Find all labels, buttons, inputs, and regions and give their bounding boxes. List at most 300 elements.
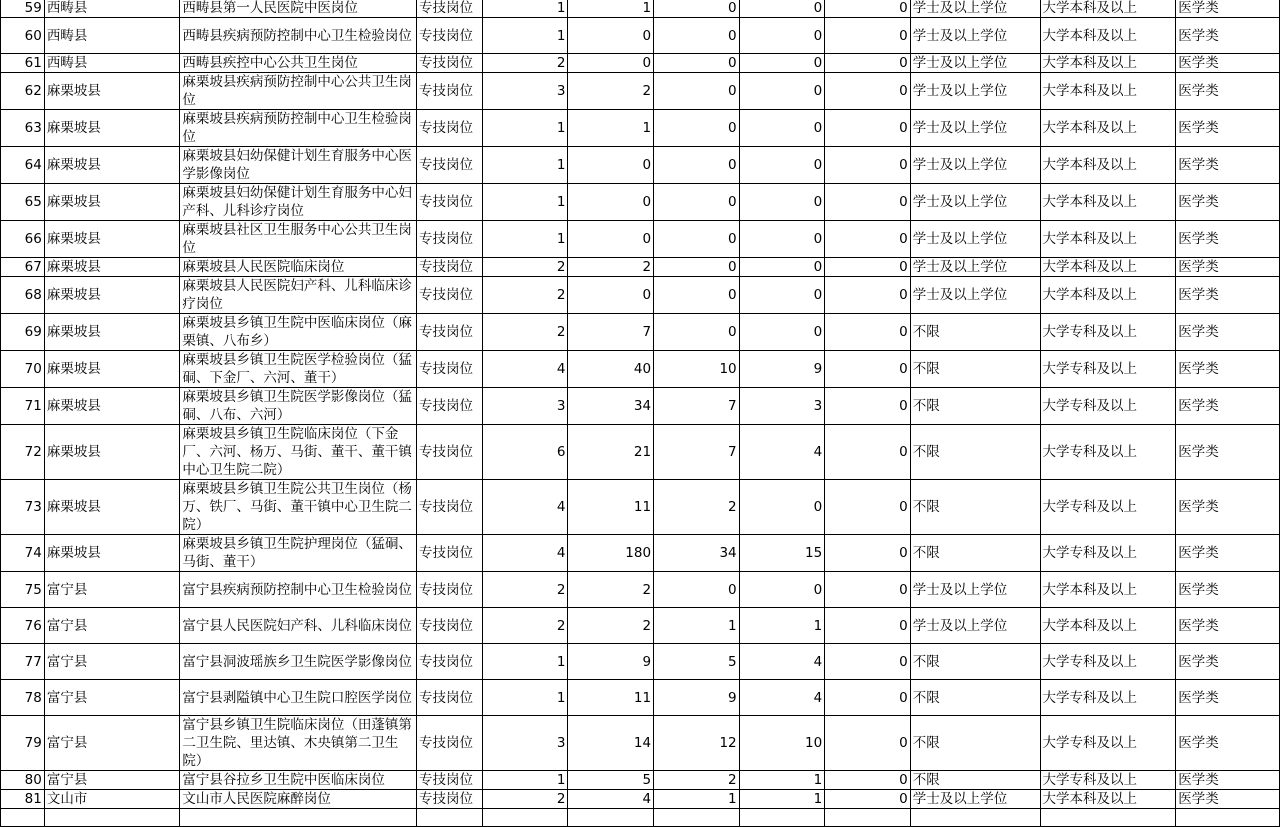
table-row [1,314,1280,351]
cell-major-category[interactable]: 医学类 [1176,0,1280,18]
cell-county[interactable]: 麻栗坡县 [44,221,179,258]
table-row [1,480,1280,535]
cell-major-category[interactable]: 医学类 [1176,258,1280,277]
cell-position-type[interactable]: 专技岗位 [416,110,482,147]
cell-count-e[interactable]: 0 [825,608,911,644]
cell-count-d[interactable]: 0 [739,54,825,73]
cell-count-e[interactable]: 0 [825,572,911,608]
cell-major-category[interactable]: 医学类 [1176,480,1280,535]
cell-hire-count[interactable]: 2 [482,790,568,809]
cell-position-type[interactable] [416,809,482,827]
cell-count-c[interactable]: 0 [654,54,740,73]
cell-count-d[interactable]: 1 [739,608,825,644]
cell-county[interactable] [44,809,179,827]
cell-hire-count[interactable]: 1 [482,221,568,258]
cell-position-name[interactable]: 麻栗坡县疾病预防控制中心卫生检验岗位 [180,110,417,147]
cell-row-number[interactable]: 81 [1,790,45,809]
cell-major-category[interactable]: 医学类 [1176,790,1280,809]
cell-count-e[interactable]: 0 [825,351,911,388]
cell-degree[interactable]: 不限 [910,771,1040,790]
cell-position-type[interactable]: 专技岗位 [416,572,482,608]
cell-major-category[interactable]: 医学类 [1176,54,1280,73]
cell-hire-count[interactable]: 1 [482,0,568,18]
cell-position-name[interactable]: 麻栗坡县乡镇卫生院公共卫生岗位（杨万、铁厂、马街、董干镇中心卫生院二院） [180,480,417,535]
cell-applicant-count[interactable]: 0 [568,18,654,54]
cell-position-name[interactable]: 富宁县乡镇卫生院临床岗位（田蓬镇第二卫生院、里达镇、木央镇第二卫生院） [180,716,417,771]
cell-applicant-count[interactable]: 1 [568,0,654,18]
cell-degree[interactable]: 学士及以上学位 [910,277,1040,314]
cell-position-type[interactable]: 专技岗位 [416,277,482,314]
cell-count-e[interactable]: 0 [825,73,911,110]
cell-hire-count[interactable]: 2 [482,54,568,73]
cell-count-d[interactable] [739,809,825,827]
cell-position-name[interactable]: 西畴县第一人民医院中医岗位 [180,0,417,18]
cell-hire-count[interactable]: 1 [482,18,568,54]
cell-position-name[interactable]: 富宁县人民医院妇产科、儿科临床岗位 [180,608,417,644]
cell-count-c[interactable]: 0 [654,73,740,110]
cell-count-c[interactable]: 0 [654,221,740,258]
cell-applicant-count[interactable]: 1 [568,110,654,147]
cell-count-c[interactable]: 2 [654,480,740,535]
cell-row-number[interactable]: 60 [1,18,45,54]
cell-county[interactable]: 麻栗坡县 [44,184,179,221]
cell-count-d[interactable]: 0 [739,314,825,351]
cell-count-c[interactable]: 0 [654,314,740,351]
cell-count-d[interactable]: 4 [739,644,825,680]
cell-major-category[interactable]: 医学类 [1176,18,1280,54]
cell-applicant-count[interactable]: 2 [568,572,654,608]
cell-hire-count[interactable]: 1 [482,110,568,147]
cell-degree[interactable] [910,809,1040,827]
cell-row-number[interactable]: 65 [1,184,45,221]
cell-count-d[interactable]: 0 [739,258,825,277]
cell-count-c[interactable] [654,809,740,827]
cell-row-number[interactable]: 70 [1,351,45,388]
cell-degree[interactable]: 不限 [910,716,1040,771]
cell-education[interactable]: 大学本科及以上 [1040,258,1176,277]
cell-county[interactable]: 富宁县 [44,644,179,680]
cell-count-c[interactable]: 0 [654,110,740,147]
cell-position-name[interactable]: 麻栗坡县社区卫生服务中心公共卫生岗位 [180,221,417,258]
cell-count-c[interactable]: 5 [654,644,740,680]
cell-row-number[interactable]: 76 [1,608,45,644]
cell-applicant-count[interactable]: 40 [568,351,654,388]
cell-count-c[interactable]: 7 [654,425,740,480]
cell-degree[interactable]: 学士及以上学位 [910,184,1040,221]
cell-education[interactable]: 大学本科及以上 [1040,0,1176,18]
cell-hire-count[interactable]: 1 [482,644,568,680]
cell-degree[interactable]: 学士及以上学位 [910,110,1040,147]
cell-hire-count[interactable]: 3 [482,73,568,110]
cell-applicant-count[interactable]: 2 [568,73,654,110]
cell-position-name[interactable]: 麻栗坡县乡镇卫生院中医临床岗位（麻栗镇、八布乡） [180,314,417,351]
cell-education[interactable]: 大学本科及以上 [1040,608,1176,644]
cell-row-number[interactable]: 69 [1,314,45,351]
cell-count-d[interactable]: 9 [739,351,825,388]
cell-hire-count[interactable]: 2 [482,572,568,608]
cell-row-number[interactable]: 79 [1,716,45,771]
cell-count-d[interactable]: 0 [739,480,825,535]
cell-education[interactable]: 大学专科及以上 [1040,644,1176,680]
cell-position-type[interactable]: 专技岗位 [416,680,482,716]
cell-education[interactable]: 大学专科及以上 [1040,425,1176,480]
cell-county[interactable]: 西畴县 [44,18,179,54]
cell-row-number[interactable]: 62 [1,73,45,110]
cell-applicant-count[interactable]: 0 [568,54,654,73]
cell-count-c[interactable]: 0 [654,277,740,314]
cell-major-category[interactable]: 医学类 [1176,184,1280,221]
cell-count-c[interactable]: 0 [654,0,740,18]
table-row [1,644,1280,680]
cell-hire-count[interactable]: 4 [482,535,568,572]
cell-count-e[interactable]: 0 [825,54,911,73]
cell-position-name[interactable]: 西畴县疾病预防控制中心卫生检验岗位 [180,18,417,54]
cell-degree[interactable]: 学士及以上学位 [910,608,1040,644]
cell-applicant-count[interactable]: 4 [568,790,654,809]
cell-degree[interactable]: 不限 [910,644,1040,680]
cell-row-number[interactable]: 74 [1,535,45,572]
cell-applicant-count[interactable]: 0 [568,147,654,184]
cell-row-number[interactable]: 78 [1,680,45,716]
cell-education[interactable]: 大学本科及以上 [1040,54,1176,73]
cell-position-type[interactable]: 专技岗位 [416,535,482,572]
cell-major-category[interactable] [1176,809,1280,827]
cell-count-c[interactable]: 1 [654,790,740,809]
cell-position-type[interactable]: 专技岗位 [416,221,482,258]
cell-degree[interactable]: 不限 [910,351,1040,388]
cell-degree[interactable]: 学士及以上学位 [910,572,1040,608]
cell-count-d[interactable]: 1 [739,771,825,790]
cell-county[interactable]: 麻栗坡县 [44,258,179,277]
cell-degree[interactable]: 不限 [910,314,1040,351]
cell-row-number[interactable]: 66 [1,221,45,258]
cell-row-number[interactable]: 75 [1,572,45,608]
cell-degree[interactable]: 学士及以上学位 [910,258,1040,277]
cell-count-e[interactable]: 0 [825,680,911,716]
cell-row-number[interactable]: 67 [1,258,45,277]
cell-hire-count[interactable] [482,809,568,827]
cell-count-e[interactable]: 0 [825,425,911,480]
cell-major-category[interactable]: 医学类 [1176,314,1280,351]
cell-applicant-count[interactable] [568,809,654,827]
cell-count-e[interactable]: 0 [825,535,911,572]
cell-county[interactable]: 富宁县 [44,771,179,790]
cell-count-e[interactable]: 0 [825,18,911,54]
cell-position-type[interactable]: 专技岗位 [416,425,482,480]
cell-position-type[interactable]: 专技岗位 [416,147,482,184]
cell-education[interactable]: 大学专科及以上 [1040,680,1176,716]
cell-county[interactable]: 富宁县 [44,680,179,716]
cell-count-d[interactable]: 0 [739,73,825,110]
cell-hire-count[interactable]: 6 [482,425,568,480]
cell-count-e[interactable]: 0 [825,790,911,809]
cell-major-category[interactable]: 医学类 [1176,351,1280,388]
cell-applicant-count[interactable]: 180 [568,535,654,572]
table-row [1,110,1280,147]
cell-count-d[interactable]: 15 [739,535,825,572]
cell-education[interactable] [1040,809,1176,827]
cell-count-d[interactable]: 3 [739,388,825,425]
cell-count-e[interactable]: 0 [825,0,911,18]
cell-row-number[interactable]: 77 [1,644,45,680]
cell-row-number[interactable]: 71 [1,388,45,425]
cell-count-c[interactable]: 12 [654,716,740,771]
cell-education[interactable]: 大学本科及以上 [1040,110,1176,147]
cell-applicant-count[interactable]: 0 [568,184,654,221]
cell-count-c[interactable]: 0 [654,18,740,54]
cell-row-number[interactable]: 80 [1,771,45,790]
cell-hire-count[interactable]: 2 [482,314,568,351]
cell-county[interactable]: 麻栗坡县 [44,314,179,351]
cell-education[interactable]: 大学专科及以上 [1040,388,1176,425]
cell-county[interactable]: 富宁县 [44,572,179,608]
cell-count-e[interactable]: 0 [825,110,911,147]
cell-county[interactable]: 富宁县 [44,716,179,771]
cell-count-d[interactable]: 0 [739,184,825,221]
cell-hire-count[interactable]: 2 [482,258,568,277]
cell-position-name[interactable]: 麻栗坡县乡镇卫生院医学检验岗位（猛硐、下金厂、六河、董干） [180,351,417,388]
cell-degree[interactable]: 学士及以上学位 [910,221,1040,258]
cell-education[interactable]: 大学本科及以上 [1040,790,1176,809]
cell-applicant-count[interactable]: 5 [568,771,654,790]
cell-hire-count[interactable]: 3 [482,716,568,771]
cell-degree[interactable]: 不限 [910,425,1040,480]
cell-major-category[interactable]: 医学类 [1176,535,1280,572]
cell-education[interactable]: 大学本科及以上 [1040,73,1176,110]
cell-row-number[interactable]: 59 [1,0,45,18]
cell-count-e[interactable]: 0 [825,771,911,790]
cell-applicant-count[interactable]: 14 [568,716,654,771]
cell-position-type[interactable]: 专技岗位 [416,314,482,351]
cell-position-name[interactable]: 麻栗坡县人民医院妇产科、儿科临床诊疗岗位 [180,277,417,314]
cell-row-number[interactable]: 73 [1,480,45,535]
cell-applicant-count[interactable]: 11 [568,480,654,535]
cell-count-d[interactable]: 0 [739,0,825,18]
cell-count-d[interactable]: 0 [739,221,825,258]
cell-position-type[interactable]: 专技岗位 [416,480,482,535]
cell-count-e[interactable]: 0 [825,184,911,221]
table-row [1,0,1280,18]
cell-row-number[interactable]: 64 [1,147,45,184]
cell-education[interactable]: 大学本科及以上 [1040,277,1176,314]
cell-major-category[interactable]: 医学类 [1176,388,1280,425]
cell-county[interactable]: 麻栗坡县 [44,73,179,110]
cell-count-d[interactable]: 0 [739,18,825,54]
table-row [1,147,1280,184]
cell-hire-count[interactable]: 1 [482,771,568,790]
cell-count-c[interactable]: 7 [654,388,740,425]
cell-degree[interactable]: 学士及以上学位 [910,18,1040,54]
cell-hire-count[interactable]: 4 [482,351,568,388]
cell-position-name[interactable] [180,809,417,827]
cell-education[interactable]: 大学本科及以上 [1040,184,1176,221]
cell-position-name[interactable]: 文山市人民医院麻醉岗位 [180,790,417,809]
cell-hire-count[interactable]: 1 [482,147,568,184]
cell-position-type[interactable]: 专技岗位 [416,608,482,644]
cell-major-category[interactable]: 医学类 [1176,572,1280,608]
cell-position-type[interactable]: 专技岗位 [416,388,482,425]
cell-position-name[interactable]: 麻栗坡县人民医院临床岗位 [180,258,417,277]
cell-count-c[interactable]: 1 [654,608,740,644]
table-row [1,18,1280,54]
cell-position-type[interactable]: 专技岗位 [416,351,482,388]
table-row [1,790,1280,809]
cell-count-e[interactable]: 0 [825,314,911,351]
cell-education[interactable]: 大学本科及以上 [1040,147,1176,184]
cell-major-category[interactable]: 医学类 [1176,110,1280,147]
cell-position-type[interactable]: 专技岗位 [416,184,482,221]
cell-position-type[interactable]: 专技岗位 [416,73,482,110]
cell-position-name[interactable]: 麻栗坡县妇幼保健计划生育服务中心妇产科、儿科诊疗岗位 [180,184,417,221]
cell-major-category[interactable]: 医学类 [1176,680,1280,716]
cell-row-number[interactable]: 72 [1,425,45,480]
cell-education[interactable]: 大学本科及以上 [1040,572,1176,608]
cell-major-category[interactable]: 医学类 [1176,608,1280,644]
table-body [1,0,1280,827]
cell-position-type[interactable]: 专技岗位 [416,0,482,18]
cell-position-type[interactable]: 专技岗位 [416,258,482,277]
cell-major-category[interactable]: 医学类 [1176,644,1280,680]
cell-count-d[interactable]: 0 [739,110,825,147]
cell-county[interactable]: 麻栗坡县 [44,425,179,480]
cell-position-name[interactable]: 富宁县洞波瑶族乡卫生院医学影像岗位 [180,644,417,680]
cell-row-number[interactable]: 63 [1,110,45,147]
cell-count-c[interactable]: 2 [654,771,740,790]
cell-position-name[interactable]: 西畴县疾控中心公共卫生岗位 [180,54,417,73]
cell-applicant-count[interactable]: 0 [568,221,654,258]
cell-degree[interactable]: 学士及以上学位 [910,73,1040,110]
cell-education[interactable]: 大学专科及以上 [1040,314,1176,351]
cell-count-c[interactable]: 0 [654,572,740,608]
cell-applicant-count[interactable]: 2 [568,258,654,277]
cell-applicant-count[interactable]: 2 [568,608,654,644]
cell-count-c[interactable]: 10 [654,351,740,388]
cell-position-type[interactable]: 专技岗位 [416,644,482,680]
cell-major-category[interactable]: 医学类 [1176,771,1280,790]
cell-applicant-count[interactable]: 34 [568,388,654,425]
cell-position-type[interactable]: 专技岗位 [416,771,482,790]
cell-county[interactable]: 富宁县 [44,608,179,644]
cell-degree[interactable]: 不限 [910,480,1040,535]
cell-count-c[interactable]: 0 [654,258,740,277]
cell-education[interactable]: 大学专科及以上 [1040,716,1176,771]
cell-position-name[interactable]: 麻栗坡县乡镇卫生院临床岗位（下金厂、六河、杨万、马街、董干、董干镇中心卫生院二院） [180,425,417,480]
cell-count-d[interactable]: 4 [739,680,825,716]
cell-education[interactable]: 大学本科及以上 [1040,221,1176,258]
cell-count-e[interactable]: 0 [825,716,911,771]
cell-major-category[interactable]: 医学类 [1176,425,1280,480]
cell-degree[interactable]: 学士及以上学位 [910,54,1040,73]
cell-education[interactable]: 大学专科及以上 [1040,535,1176,572]
cell-position-name[interactable]: 富宁县疾病预防控制中心卫生检验岗位 [180,572,417,608]
cell-count-c[interactable]: 34 [654,535,740,572]
cell-applicant-count[interactable]: 9 [568,644,654,680]
cell-count-d[interactable]: 10 [739,716,825,771]
cell-county[interactable]: 麻栗坡县 [44,351,179,388]
cell-major-category[interactable]: 医学类 [1176,277,1280,314]
cell-count-d[interactable]: 1 [739,790,825,809]
cell-count-d[interactable]: 0 [739,572,825,608]
cell-row-number[interactable]: 61 [1,54,45,73]
cell-row-number[interactable] [1,809,45,827]
cell-county[interactable]: 西畴县 [44,0,179,18]
cell-position-type[interactable]: 专技岗位 [416,18,482,54]
cell-education[interactable]: 大学本科及以上 [1040,18,1176,54]
cell-hire-count[interactable]: 3 [482,388,568,425]
cell-degree[interactable]: 不限 [910,535,1040,572]
cell-count-e[interactable]: 0 [825,277,911,314]
cell-applicant-count[interactable]: 7 [568,314,654,351]
cell-position-name[interactable]: 麻栗坡县妇幼保健计划生育服务中心医学影像岗位 [180,147,417,184]
table-row [1,277,1280,314]
cell-count-e[interactable] [825,809,911,827]
cell-hire-count[interactable]: 1 [482,184,568,221]
cell-degree[interactable]: 学士及以上学位 [910,147,1040,184]
cell-position-type[interactable]: 专技岗位 [416,790,482,809]
cell-count-e[interactable]: 0 [825,644,911,680]
table-row [1,73,1280,110]
cell-applicant-count[interactable]: 0 [568,277,654,314]
cell-major-category[interactable]: 医学类 [1176,716,1280,771]
cell-count-e[interactable]: 0 [825,221,911,258]
cell-county[interactable]: 麻栗坡县 [44,535,179,572]
cell-hire-count[interactable]: 1 [482,680,568,716]
cell-county[interactable]: 麻栗坡县 [44,277,179,314]
cell-count-e[interactable]: 0 [825,480,911,535]
cell-count-d[interactable]: 0 [739,147,825,184]
cell-count-c[interactable]: 9 [654,680,740,716]
cell-hire-count[interactable]: 2 [482,277,568,314]
cell-county[interactable]: 麻栗坡县 [44,110,179,147]
table-row [1,425,1280,480]
cell-position-name[interactable]: 富宁县剥隘镇中心卫生院口腔医学岗位 [180,680,417,716]
cell-applicant-count[interactable]: 11 [568,680,654,716]
cell-hire-count[interactable]: 2 [482,608,568,644]
cell-education[interactable]: 大学专科及以上 [1040,480,1176,535]
cell-position-name[interactable]: 麻栗坡县乡镇卫生院医学影像岗位（猛硐、八布、六河） [180,388,417,425]
cell-count-d[interactable]: 4 [739,425,825,480]
cell-degree[interactable]: 学士及以上学位 [910,790,1040,809]
cell-row-number[interactable]: 68 [1,277,45,314]
cell-degree[interactable]: 不限 [910,388,1040,425]
cell-position-type[interactable]: 专技岗位 [416,716,482,771]
cell-count-e[interactable]: 0 [825,147,911,184]
cell-count-e[interactable]: 0 [825,258,911,277]
cell-county[interactable]: 西畴县 [44,54,179,73]
cell-education[interactable]: 大学专科及以上 [1040,771,1176,790]
cell-degree[interactable]: 不限 [910,680,1040,716]
cell-county[interactable]: 麻栗坡县 [44,147,179,184]
cell-count-c[interactable]: 0 [654,147,740,184]
cell-major-category[interactable]: 医学类 [1176,73,1280,110]
cell-education[interactable]: 大学专科及以上 [1040,351,1176,388]
cell-count-c[interactable]: 0 [654,184,740,221]
cell-county[interactable]: 麻栗坡县 [44,480,179,535]
cell-position-name[interactable]: 麻栗坡县疾病预防控制中心公共卫生岗位 [180,73,417,110]
cell-count-e[interactable]: 0 [825,388,911,425]
cell-county[interactable]: 麻栗坡县 [44,388,179,425]
cell-degree[interactable]: 学士及以上学位 [910,0,1040,18]
cell-hire-count[interactable]: 4 [482,480,568,535]
cell-major-category[interactable]: 医学类 [1176,147,1280,184]
cell-county[interactable]: 文山市 [44,790,179,809]
cell-position-type[interactable]: 专技岗位 [416,54,482,73]
cell-count-d[interactable]: 0 [739,277,825,314]
cell-applicant-count[interactable]: 21 [568,425,654,480]
cell-major-category[interactable]: 医学类 [1176,221,1280,258]
cell-position-name[interactable]: 富宁县谷拉乡卫生院中医临床岗位 [180,771,417,790]
cell-position-name[interactable]: 麻栗坡县乡镇卫生院护理岗位（猛硐、马街、董干） [180,535,417,572]
